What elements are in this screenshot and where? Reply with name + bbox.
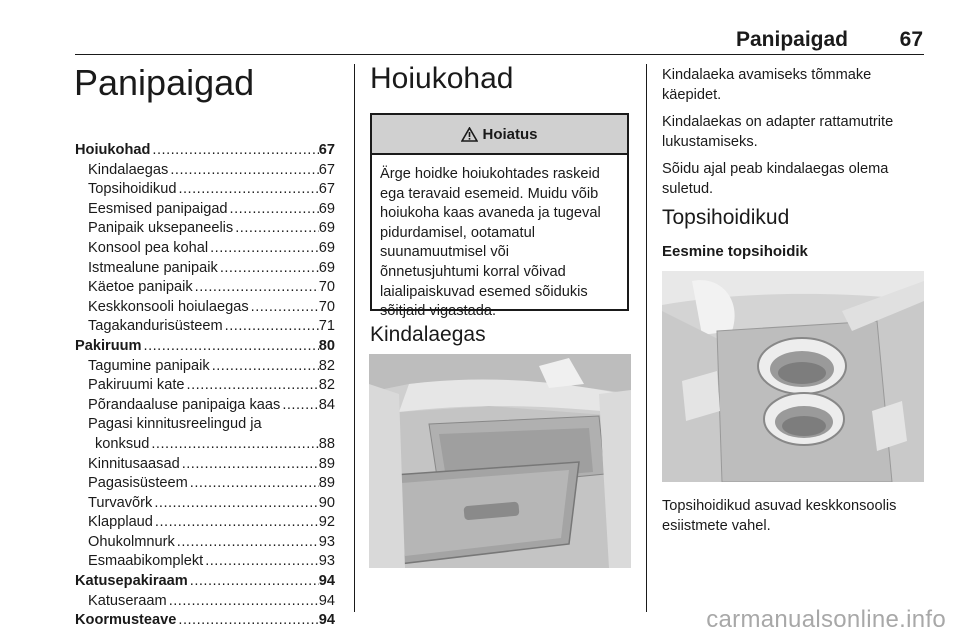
- warning-line: ega teravaid esemeid. Muidu võib: [380, 185, 599, 202]
- text-line: esiistmete vahel.: [662, 517, 771, 534]
- toc-entry-label: Koormusteave: [75, 612, 177, 629]
- toc-leader-dots: [176, 180, 318, 200]
- warning-header: [372, 115, 627, 155]
- toc-entry-page: 93: [318, 533, 335, 550]
- toc-leader-dots: [153, 513, 319, 533]
- running-header-title: Panipaigad: [735, 28, 848, 51]
- toc-entry[interactable]: [75, 415, 335, 435]
- paragraph: [662, 113, 932, 152]
- toc-entry-label: Esmaabikomplekt: [88, 553, 204, 570]
- toc-leader-dots: [193, 278, 319, 298]
- subheading-eesmine-topsihoidik: Eesmine topsihoidik: [662, 243, 808, 260]
- warning-line: suunamuutmisel või: [380, 244, 509, 261]
- toc-leader-dots: [228, 200, 319, 220]
- toc-entry-label: Katusepakiraam: [75, 573, 188, 590]
- toc-entry-page: 80: [318, 337, 335, 354]
- text-line: Topsihoidikud asuvad keskkonsoolis: [662, 498, 897, 514]
- toc-entry-page: 94: [318, 612, 335, 629]
- toc-entry[interactable]: [75, 278, 335, 298]
- page-number: 67: [899, 28, 923, 51]
- toc-entry[interactable]: [75, 259, 335, 279]
- toc-entry[interactable]: [75, 141, 335, 161]
- toc-entry[interactable]: [75, 298, 335, 318]
- warning-line: pidurdamisel, ootamatul: [380, 224, 535, 241]
- toc-entry-page: 71: [318, 318, 335, 335]
- toc-entry[interactable]: [75, 494, 335, 514]
- toc-leader-dots: [188, 474, 319, 494]
- toc-entry-page: 69: [318, 200, 335, 217]
- section-title-hoiukohad: Hoiukohad: [370, 62, 514, 95]
- toc-entry-page: 90: [318, 494, 335, 511]
- toc-entry-page: 70: [318, 279, 335, 296]
- toc-entry-label: Tagakandurisüsteem: [88, 318, 223, 335]
- toc-entry[interactable]: [75, 317, 335, 337]
- cupholder-illustration: [662, 271, 924, 482]
- toc-entry-page: 70: [318, 298, 335, 315]
- toc-entry[interactable]: [75, 455, 335, 475]
- toc-entry-page: 94: [318, 573, 335, 590]
- toc-leader-dots: [150, 141, 318, 161]
- toc-entry-label: Konsool pea kohal: [88, 239, 209, 256]
- toc-leader-dots: [280, 396, 318, 416]
- glovebox-illustration: [369, 354, 631, 568]
- toc-entry-page: 67: [318, 142, 335, 158]
- warning-triangle-icon: [461, 127, 478, 142]
- toc-leader-dots: [167, 592, 319, 612]
- toc-entry[interactable]: [75, 219, 335, 239]
- toc-entry[interactable]: [75, 513, 335, 533]
- toc-leader-dots: [149, 435, 318, 455]
- toc-leader-dots: [152, 494, 318, 514]
- toc-entry-label: Topsihoidikud: [88, 181, 177, 198]
- toc-entry[interactable]: [75, 572, 335, 592]
- toc-entry-label: Katuseraam: [88, 592, 167, 609]
- toc-entry[interactable]: [75, 337, 335, 357]
- cupholder-text: [662, 497, 932, 536]
- toc-leader-dots: [233, 219, 319, 239]
- text-line: Sõidu ajal peab kindalaegas olema: [662, 161, 889, 178]
- warning-box: [370, 113, 629, 320]
- toc-entry-page: 89: [318, 455, 335, 472]
- toc-entry-label: Hoiukohad: [75, 142, 151, 158]
- toc-entry-page: 82: [318, 377, 335, 394]
- paragraph: [662, 160, 932, 199]
- toc-leader-dots: [218, 259, 319, 279]
- column-divider-right: [646, 64, 647, 612]
- toc-entry-label: Pagasisüsteem: [88, 475, 188, 492]
- header-rule: [75, 54, 924, 55]
- toc-leader-dots: [180, 455, 319, 475]
- glovebox-text: [662, 66, 932, 208]
- section-heading-kindalaegas: Kindalaegas: [370, 323, 486, 346]
- toc-entry-label: Ohukolmnurk: [88, 533, 175, 550]
- text-line: käepidet.: [662, 86, 722, 103]
- toc-leader-dots: [188, 572, 319, 592]
- toc-leader-dots: [142, 337, 319, 357]
- toc-entry[interactable]: [75, 376, 335, 396]
- toc-entry-label: konksud: [95, 435, 150, 452]
- toc-entry-label: Kinnitusaasad: [88, 455, 180, 472]
- toc-entry[interactable]: [75, 357, 335, 377]
- toc-entry-label: Istmealune panipaik: [88, 259, 218, 276]
- toc-entry-label: Eesmised panipaigad: [88, 200, 228, 217]
- toc-entry-page: 82: [318, 357, 335, 374]
- toc-entry-page: 69: [318, 259, 335, 276]
- watermark: carmanualsonline.info: [706, 606, 946, 633]
- paragraph: [662, 66, 932, 105]
- toc-entry-label: Turvavõrk: [88, 494, 153, 511]
- column-divider-left: [354, 64, 355, 612]
- warning-line: laialipaiskuvad esemed sõidukis: [380, 283, 588, 300]
- toc-leader-dots: [208, 239, 319, 259]
- toc-leader-dots: [210, 357, 319, 377]
- toc-entry[interactable]: [75, 533, 335, 553]
- toc-entry[interactable]: [75, 161, 335, 181]
- toc-entry[interactable]: [75, 474, 335, 494]
- toc-entry-label: Kindalaegas: [88, 161, 169, 178]
- chapter-title: Panipaigad: [74, 62, 255, 103]
- warning-line: sõitjaid vigastada.: [380, 303, 497, 320]
- toc-entry[interactable]: [75, 611, 335, 631]
- toc-entry-page: 92: [318, 514, 335, 531]
- toc-entry-label: Klapplaud: [88, 514, 153, 531]
- warning-line: õnnetusjuhtumi korral võivad: [380, 263, 566, 280]
- warning-heading: Hoiatus: [482, 125, 538, 143]
- toc-entry-label: Pakiruumi kate: [88, 377, 185, 394]
- section-heading-topsihoidikud: Topsihoidikud: [662, 206, 790, 229]
- toc-leader-dots: [223, 317, 319, 337]
- toc-entry-page: 89: [318, 475, 335, 492]
- text-line: lukustamiseks.: [662, 133, 758, 150]
- toc-entry-page: 69: [318, 239, 335, 256]
- text-line: Kindalaeka avamiseks tõmmake: [662, 67, 872, 83]
- toc-leader-dots: [168, 161, 318, 181]
- warning-text: [372, 155, 627, 322]
- toc-entry-label: Panipaik uksepaneelis: [88, 220, 234, 237]
- toc-entry-page: 67: [318, 181, 335, 198]
- toc-leader-dots: [176, 611, 318, 631]
- toc-entry-page: 69: [318, 220, 335, 237]
- toc-entry-label: Pagasi kinnitusreelingud ja: [88, 416, 262, 433]
- toc-entry-page: 88: [318, 435, 335, 452]
- toc-entry-page: 84: [318, 396, 335, 413]
- toc-leader-dots: [249, 298, 319, 318]
- toc-entry-label: Keskkonsooli hoiulaegas: [88, 298, 249, 315]
- toc-entry-page: 67: [318, 161, 335, 178]
- text-line: suletud.: [662, 180, 714, 197]
- toc-entry[interactable]: [75, 396, 335, 416]
- toc-entry[interactable]: [75, 200, 335, 220]
- toc-entry-page: 94: [318, 592, 335, 609]
- toc-leader-dots: [185, 376, 319, 396]
- toc-entry-label: Põrandaaluse panipaiga kaas: [88, 396, 281, 413]
- text-line: Kindalaekas on adapter rattamutrite: [662, 114, 894, 131]
- toc-entry-label: Pakiruum: [75, 337, 142, 354]
- toc-leader-dots: [175, 533, 319, 553]
- warning-line: hoiukoha kaas avaneda ja tugeval: [380, 205, 601, 222]
- toc-entry[interactable]: [75, 180, 335, 200]
- toc-entry[interactable]: [75, 435, 335, 455]
- warning-line: Ärge hoidke hoiukohtades raskeid: [380, 166, 600, 182]
- toc-entry-page: 93: [318, 553, 335, 570]
- toc-entry[interactable]: [75, 552, 335, 572]
- toc-leader-dots: [203, 552, 319, 572]
- toc-entry[interactable]: [75, 239, 335, 259]
- table-of-contents: [75, 141, 335, 631]
- toc-entry-label: Tagumine panipaik: [88, 357, 210, 374]
- toc-entry-label: Käetoe panipaik: [88, 279, 193, 296]
- toc-entry[interactable]: [75, 592, 335, 612]
